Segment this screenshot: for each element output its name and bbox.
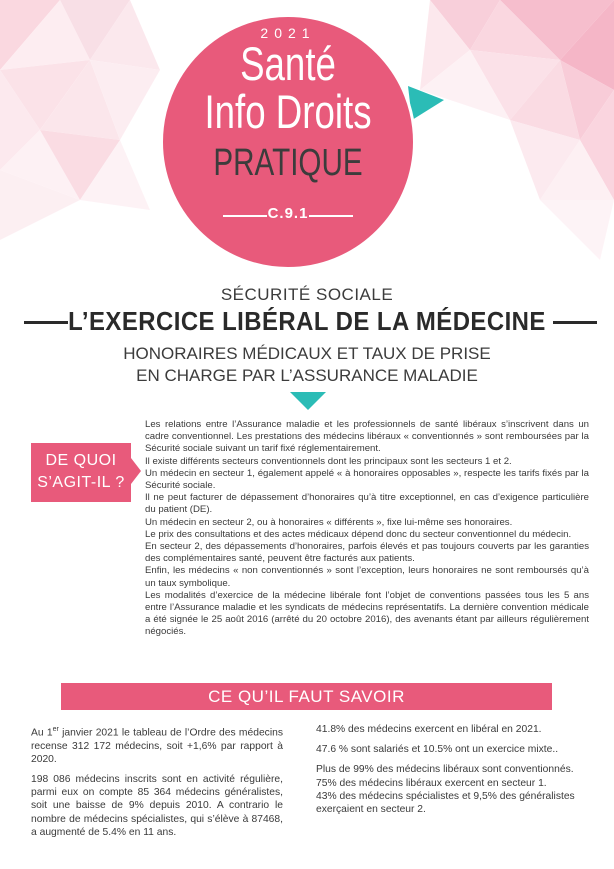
fact-line: Plus de 99% des médecins libéraux sont conventionnés. xyxy=(316,764,574,776)
body-paragraph: Enfin, les médecins « non conventionnés » sont l’exception, leurs honoraires ne sont remboursés qu’à un taux symbolique. xyxy=(145,565,589,589)
question-box-line2: S’AGIT-IL ? xyxy=(37,474,125,491)
body-paragraph: En secteur 2, des dépassements d’honoraires, parfois élevés et pas toujours couverts par les garanties des complémentaires santé, peuvent être facturés aux patients. xyxy=(145,541,589,565)
badge-title-line2: Info Droits xyxy=(204,85,372,138)
badge-code-divider-right xyxy=(309,215,353,217)
body-paragraph: Un médecin en secteur 2, ou à honoraires « différents », fixe lui-même ses honoraires. xyxy=(145,516,513,528)
fact-text: janvier 2021 le tableau de l’Ordre des médecins recense 312 172 médecins, soit +1,6% par rapport à 2020. xyxy=(31,727,283,765)
page-title: L’EXERCICE LIBÉRAL DE LA MÉDECINE xyxy=(68,306,546,336)
section-kicker: SÉCURITÉ SOCIALE xyxy=(220,285,394,304)
badge-year: 2021 xyxy=(260,25,316,41)
body-paragraph: Un médecin en secteur 1, également appelé « à honoraires opposables », respecte les tarifs fixés par la Sécurité sociale. xyxy=(145,467,589,492)
question-box xyxy=(31,443,131,502)
body-paragraph: Les modalités d’exercice de la médecine libérale font l’objet de conventions passées tous les 5 ans entre l’Assurance maladie et les syndicats de médecins représentatifs. La dernière convention médicale a été signée le 25 août 2016 (arrêté du 20 octobre 2016), des avenants étant par ailleurs régulièrement négociés. xyxy=(145,589,589,638)
badge-code: C.9.1 xyxy=(267,205,309,222)
title-badge xyxy=(160,14,416,270)
fact-paragraph: 41.8% des médecins exercent en libéral en 2021. xyxy=(316,724,542,735)
fact-text: Au 1 xyxy=(31,727,53,739)
fact-line: 43% des médecins spécialistes et 9,5% des généralistes exerçaient en secteur 2. xyxy=(316,790,575,816)
intro-body-text xyxy=(145,419,589,639)
question-box-line1: DE QUOI xyxy=(45,452,117,469)
fact-line: 75% des médecins libéraux exercent en secteur 1. xyxy=(316,777,547,789)
fact-paragraph: 47.6 % sont salariés et 10.5% ont un exercice mixte.. xyxy=(316,744,559,756)
section-header-title: CE QU’IL FAUT SAVOIR xyxy=(208,687,405,706)
title-bar-right xyxy=(553,321,597,324)
subtitle-line2: EN CHARGE PAR L’ASSURANCE MALADIE xyxy=(136,366,478,385)
subtitle-line1: HONORAIRES MÉDICAUX ET TAUX DE PRISE xyxy=(123,344,491,363)
facts-right-column xyxy=(316,723,576,816)
badge-title-line3: PRATIQUE xyxy=(213,142,363,184)
fact-superscript: er xyxy=(52,726,59,733)
facts-left-column xyxy=(31,723,283,846)
fact-paragraph xyxy=(31,723,283,766)
body-paragraph: Les relations entre l’Assurance maladie et les professionnels de santé libéraux s’inscrivent dans un cadre conventionnel. Les prestations des médecins libéraux « conventionnés » sont remboursées par la Sécurité sociale suivant un tarif fixé réglementairement. xyxy=(145,419,589,455)
body-paragraph: Il existe différents secteurs conventionnels dont les principaux sont les secteurs 1 et 2. xyxy=(145,455,512,467)
fact-paragraph: 198 086 médecins inscrits sont en activité régulière, parmi eux on compte 85 364 médecins généralistes, soit une baisse de 9% depuis 2010. A contrario le nombre de médecins spécialistes, qui s’élève à 87468, a augmenté de 5.4% en 11 ans. xyxy=(31,774,283,838)
fact-paragraph xyxy=(316,763,576,816)
teal-down-triangle-icon xyxy=(290,392,326,410)
question-box-pointer-icon xyxy=(131,458,141,484)
badge-title-line1: Santé xyxy=(240,37,336,90)
body-paragraph: Le prix des consultations et des actes médicaux dépend donc du secteur conventionnel du médecin. xyxy=(145,528,572,540)
body-paragraph: Il ne peut facturer de dépassement d’honoraires qu’à titre exceptionnel, en cas d’exigence particulière du patient (DE). xyxy=(145,492,589,516)
section-header-bar xyxy=(61,683,552,710)
